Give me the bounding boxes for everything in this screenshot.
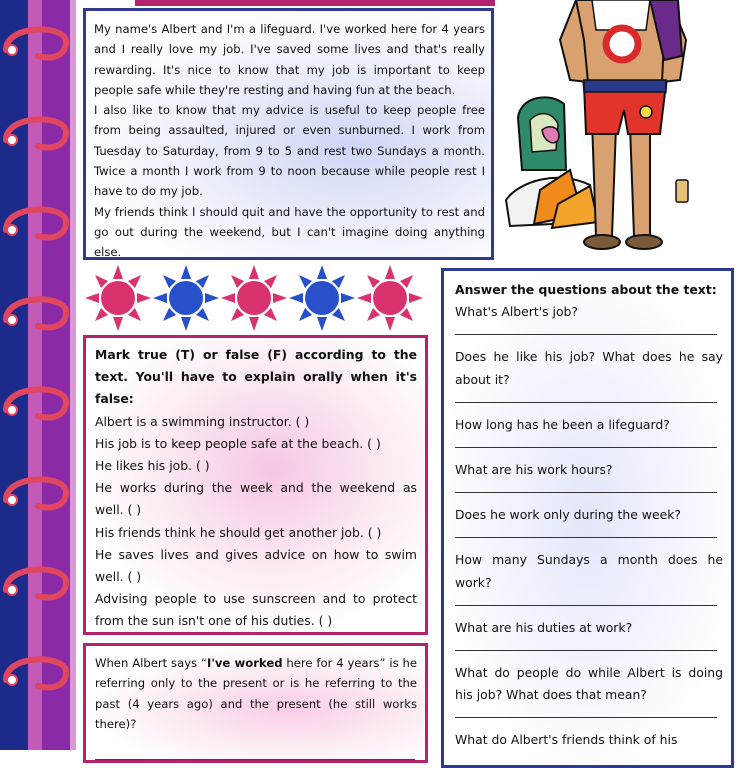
true-false-box xyxy=(83,335,428,635)
ring-icon xyxy=(6,119,66,147)
question-item: Does he work only during the week? xyxy=(455,507,681,523)
reading-paragraph: My name's Albert and I'm a lifeguard. I've worked here for 4 years and I really love my job. I've saved some lives and that's really rewarding. It's nice to know that my job is important to keep people safe while they're resting and having fun at the beach. xyxy=(94,22,485,97)
lifeguard-illustration xyxy=(500,0,710,258)
true-false-instruction: Mark true (T) or false (F) according to the text. You'll have to explain orally when it's false: xyxy=(95,347,417,407)
true-false-statement[interactable]: His job is to keep people safe at the beach. ( ) xyxy=(95,435,381,451)
question-item: Does he like his job? What does he say about it? xyxy=(455,349,723,387)
true-false-statement[interactable]: He saves lives and gives advice on how to swim well. ( ) xyxy=(95,546,417,585)
top-tab xyxy=(135,0,495,6)
reading-text-box xyxy=(83,8,494,260)
answer-line[interactable] xyxy=(455,650,717,651)
ring-icon xyxy=(6,29,66,57)
answer-line[interactable] xyxy=(455,492,717,493)
present-perfect-box xyxy=(83,643,428,763)
question-item: What do Albert's friends think of his xyxy=(455,732,678,748)
ring-icon xyxy=(6,569,66,597)
sun-icon xyxy=(289,265,355,331)
sun-icon xyxy=(221,265,287,331)
question-item: How many Sundays a month does he work? xyxy=(455,552,723,590)
true-false-statement[interactable]: Albert is a swimming instructor. ( ) xyxy=(95,413,310,429)
question-item: What's Albert's job? xyxy=(455,304,578,320)
true-false-statement[interactable]: Advising people to use sunscreen and to protect from the sun isn't one of his duties. ( ) xyxy=(95,591,417,629)
reading-paragraph: My friends think I should quit and have the opportunity to rest and go out during the weekend, but I can't imagine doing anything else. xyxy=(94,204,485,260)
ring-icon xyxy=(6,659,66,687)
sun-decorations xyxy=(82,262,432,334)
quoted-phrase: I've worked xyxy=(207,656,283,670)
ring-icon xyxy=(6,479,66,507)
sun-icon xyxy=(357,265,423,331)
answer-line[interactable] xyxy=(455,717,717,718)
questions-title: Answer the questions about the text: xyxy=(455,282,717,297)
present-perfect-question: When Albert says “I've worked here for 4 years” is he referring only to the present or is he referring to the past (4 years ago) and the present (he still works there)? xyxy=(95,656,417,732)
questions-box xyxy=(441,268,734,768)
ring-icon xyxy=(6,299,66,327)
sun-icon xyxy=(153,265,219,331)
answer-line[interactable] xyxy=(455,447,717,448)
true-false-statement[interactable]: He likes his job. ( ) xyxy=(95,458,210,474)
true-false-statement[interactable]: His friends think he should get another job. ( ) xyxy=(95,524,382,540)
reading-paragraph: I also like to know that my advice is useful to keep people free from being assaulted, injured or even sunburned. I work from Tuesday to Saturday, from 9 to 5 and rest two Sundays a month. Twice a month I work from 9 to noon because while people rest I have to do my job. xyxy=(94,103,485,199)
answer-line[interactable] xyxy=(455,605,717,606)
ring-icon xyxy=(6,389,66,417)
question-item: What are his work hours? xyxy=(455,462,613,478)
question-item: How long has he been a lifeguard? xyxy=(455,416,670,432)
sun-icon xyxy=(85,265,151,331)
answer-line[interactable] xyxy=(95,759,415,760)
binding-rings xyxy=(0,0,82,750)
ring-icon xyxy=(6,209,66,237)
answer-line[interactable] xyxy=(455,334,717,335)
answer-line[interactable] xyxy=(455,402,717,403)
true-false-statement[interactable]: He works during the week and the weekend as well. ( ) xyxy=(95,480,417,518)
question-item: What are his duties at work? xyxy=(455,619,633,635)
question-item: What do people do while Albert is doing his job? What does that mean? xyxy=(455,665,723,703)
answer-line[interactable] xyxy=(455,537,717,538)
